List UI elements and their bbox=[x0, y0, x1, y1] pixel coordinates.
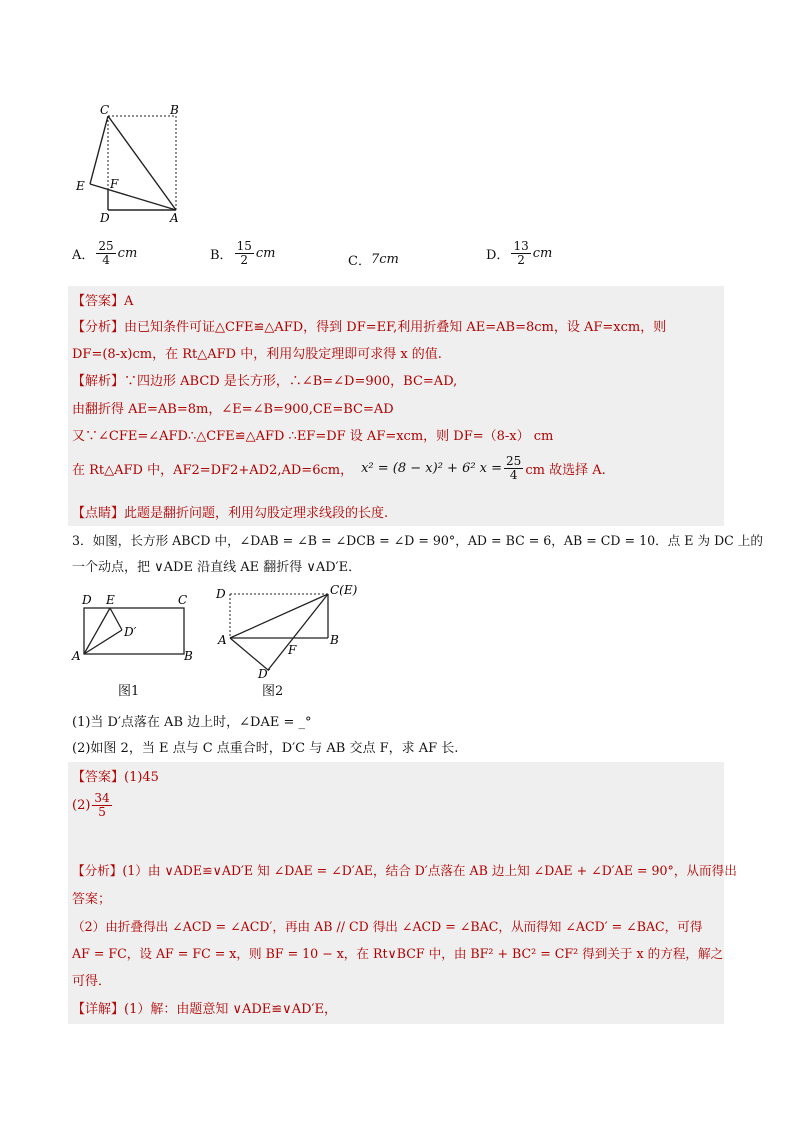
option-a: A． $\frac{25}{4}$ cm bbox=[72, 239, 138, 267]
answer-3-label: 【答案】(1)45 bbox=[72, 770, 159, 785]
analysis-3-line5: 可得． bbox=[72, 974, 112, 989]
fig1-label-d: D bbox=[100, 211, 110, 225]
answer-block-3 bbox=[68, 762, 724, 1024]
fig1-caption: 图1 bbox=[118, 684, 140, 699]
fig1-label-a: A bbox=[170, 211, 179, 225]
q3f1-label-dprime: D′ bbox=[124, 625, 137, 639]
q3f2-label-a: A bbox=[218, 633, 227, 647]
q3f2-label-dprime: D′ bbox=[258, 667, 271, 680]
solution-1-line4: 在 Rt△AFD 中，AF2=DF2+AD2,AD=6cm， x² = (8 − x)² + 6² x = $\frac{25}{4}$ cm 故选择 A. bbox=[72, 454, 606, 482]
comment-1: 【点睛】此题是翻折问题，利用勾股定理求线段的长度. bbox=[72, 506, 389, 521]
option-c: C． 7cm bbox=[348, 252, 399, 269]
solution-1-line3: 又∵∠CFE=∠AFD∴△CFE≌△AFD ∴EF=DF 设 AF=xcm，则 DF=（8-x） cm bbox=[72, 429, 554, 444]
solution-1-line1: 【解析】∵四边形 ABCD 是长方形，∴∠B=∠D=900，BC=AD, bbox=[72, 374, 458, 389]
q3f1-label-c: C bbox=[178, 593, 188, 607]
analysis-1-line2: DF=(8-x)cm，在 Rt△AFD 中，利用勾股定理即可求得 x 的值. bbox=[72, 347, 442, 362]
q3-sub1: (1)当 D′点落在 AB 边上时，∠DAE = _° bbox=[72, 715, 312, 730]
q3-line1: 3．如图，长方形 ABCD 中，∠DAB = ∠B = ∠DCB = ∠D = 90°，AD = BC = 6，AB = CD = 10．点 E 为 DC 上的 bbox=[72, 533, 763, 548]
answer-1-label: 【答案】A bbox=[72, 294, 134, 309]
q3f2-label-d: D bbox=[216, 587, 226, 601]
q3-figure-2 bbox=[214, 580, 374, 680]
fig1-label-b: B bbox=[170, 103, 179, 117]
analysis-3-line1: 【分析】(1）由 ∨ADE≌∨AD′E 知 ∠DAE = ∠D′AE，结合 D′点落在 AB 边上知 ∠DAE + ∠D′AE = 90°，从而得出 bbox=[72, 863, 737, 878]
q3f1-label-d: D bbox=[82, 593, 92, 607]
analysis-3-line2: 答案； bbox=[72, 892, 112, 907]
option-b: B． $\frac{15}{2}$ cm bbox=[210, 239, 276, 267]
q3f2-label-ce: C(E) bbox=[330, 583, 358, 597]
q3f1-label-b: B bbox=[184, 649, 193, 663]
answer-3-part2: (2) $\frac{34}{5}$ bbox=[72, 791, 110, 819]
q3-sub2: (2)如图 2，当 E 点与 C 点重合时，D′C 与 AB 交点 F，求 AF 长. bbox=[72, 741, 459, 756]
fig1-label-e: E bbox=[76, 179, 85, 193]
fig1-label-c: C bbox=[100, 103, 110, 117]
fig1-label-f: F bbox=[110, 177, 119, 191]
option-d: D． $\frac{13}{2}$ cm bbox=[486, 239, 553, 267]
q3f2-label-f: F bbox=[288, 643, 297, 657]
analysis-3-line3: （2）由折叠得出 ∠ACD = ∠ACD′，再由 AB // CD 得出 ∠ACD = ∠BAC，从而得知 ∠ACD′ = ∠BAC，可得 bbox=[72, 919, 703, 934]
q3f1-label-e: E bbox=[106, 593, 115, 607]
q3f2-label-b: B bbox=[330, 633, 339, 647]
q3-figure-1 bbox=[70, 590, 200, 665]
figure-fold-rectangle bbox=[70, 100, 190, 225]
q3f1-label-a: A bbox=[72, 649, 81, 663]
q3-line2: 一个动点，把 ∨ADE 沿直线 AE 翻折得 ∨AD′E． bbox=[72, 560, 362, 575]
solution-1-line2: 由翻折得 AE=AB=8m，∠E=∠B=900,CE=BC=AD bbox=[72, 402, 394, 417]
analysis-3-line4: AF = FC，设 AF = FC = x，则 BF = 10 − x，在 Rt∨BCF 中，由 BF² + BC² = CF² 得到关于 x 的方程，解之 bbox=[72, 946, 724, 961]
analysis-1-line1: 【分析】由已知条件可证△CFE≌△AFD，得到 DF=EF,利用折叠知 AE=AB=8cm，设 AF=xcm，则 bbox=[72, 320, 667, 335]
fig2-caption: 图2 bbox=[262, 684, 284, 699]
detail-3: 【详解】(1）解：由题意知 ∨ADE≌∨AD′E， bbox=[72, 1002, 337, 1017]
